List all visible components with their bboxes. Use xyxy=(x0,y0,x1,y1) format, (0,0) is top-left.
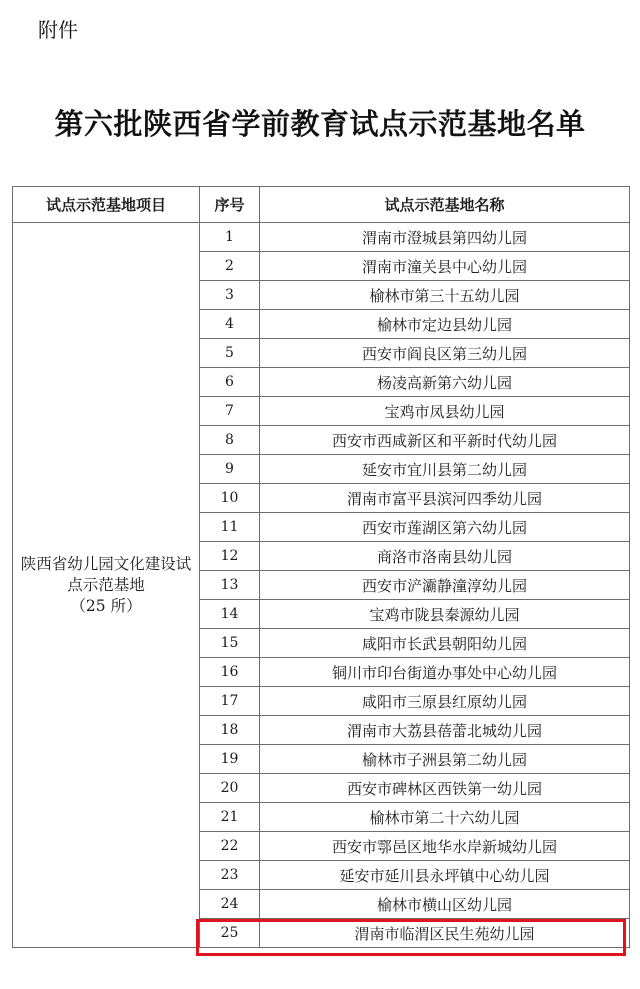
row-number: 8 xyxy=(200,426,260,455)
project-category-line: 陕西省幼儿园文化建设试 xyxy=(20,554,192,573)
header-seq: 序号 xyxy=(200,187,260,223)
row-number: 20 xyxy=(200,774,260,803)
row-number: 5 xyxy=(200,339,260,368)
row-number: 7 xyxy=(200,397,260,426)
row-number: 2 xyxy=(200,252,260,281)
table-body xyxy=(13,223,630,948)
table-row xyxy=(13,223,630,252)
row-number: 6 xyxy=(200,368,260,397)
row-number: 9 xyxy=(200,455,260,484)
kindergarten-name: 西安市西咸新区和平新时代幼儿园 xyxy=(260,426,630,455)
kindergarten-name: 咸阳市三原县红原幼儿园 xyxy=(260,687,630,716)
row-number: 18 xyxy=(200,716,260,745)
row-number: 15 xyxy=(200,629,260,658)
kindergarten-name: 渭南市潼关县中心幼儿园 xyxy=(260,252,630,281)
kindergarten-name: 西安市浐灞静潼淳幼儿园 xyxy=(260,571,630,600)
project-category-cell xyxy=(13,223,200,948)
project-category-line: 点示范基地 xyxy=(67,575,145,594)
kindergarten-name: 咸阳市长武县朝阳幼儿园 xyxy=(260,629,630,658)
kindergarten-name: 榆林市第二十六幼儿园 xyxy=(260,803,630,832)
table-header-row xyxy=(13,187,630,223)
row-number: 3 xyxy=(200,281,260,310)
kindergarten-name: 渭南市澄城县第四幼儿园 xyxy=(260,223,630,252)
kindergarten-name: 榆林市第三十五幼儿园 xyxy=(260,281,630,310)
row-number: 1 xyxy=(200,223,260,252)
base-list-table xyxy=(12,186,630,948)
row-number: 19 xyxy=(200,745,260,774)
row-number: 10 xyxy=(200,484,260,513)
row-number: 25 xyxy=(200,919,260,948)
row-number: 16 xyxy=(200,658,260,687)
attachment-label: 附件 xyxy=(38,18,78,42)
row-number: 14 xyxy=(200,600,260,629)
kindergarten-name: 榆林市子洲县第二幼儿园 xyxy=(260,745,630,774)
kindergarten-name: 杨凌高新第六幼儿园 xyxy=(260,368,630,397)
kindergarten-name: 榆林市横山区幼儿园 xyxy=(260,890,630,919)
row-number: 13 xyxy=(200,571,260,600)
kindergarten-name: 渭南市临渭区民生苑幼儿园 xyxy=(260,919,630,948)
kindergarten-name: 西安市莲湖区第六幼儿园 xyxy=(260,513,630,542)
page-title: 第六批陕西省学前教育试点示范基地名单 xyxy=(54,107,586,141)
row-number: 21 xyxy=(200,803,260,832)
row-number: 22 xyxy=(200,832,260,861)
row-number: 12 xyxy=(200,542,260,571)
row-number: 23 xyxy=(200,861,260,890)
row-number: 24 xyxy=(200,890,260,919)
row-number: 4 xyxy=(200,310,260,339)
row-number: 17 xyxy=(200,687,260,716)
kindergarten-name: 宝鸡市陇县秦源幼儿园 xyxy=(260,600,630,629)
kindergarten-name: 渭南市富平县滨河四季幼儿园 xyxy=(260,484,630,513)
header-name: 试点示范基地名称 xyxy=(260,187,630,223)
project-category-line: （25 所） xyxy=(70,596,142,615)
row-number: 11 xyxy=(200,513,260,542)
kindergarten-name: 西安市碑林区西铁第一幼儿园 xyxy=(260,774,630,803)
kindergarten-name: 商洛市洛南县幼儿园 xyxy=(260,542,630,571)
header-project: 试点示范基地项目 xyxy=(13,187,200,223)
kindergarten-name: 西安市鄠邑区地华水岸新城幼儿园 xyxy=(260,832,630,861)
kindergarten-name: 延安市延川县永坪镇中心幼儿园 xyxy=(260,861,630,890)
kindergarten-name: 西安市阎良区第三幼儿园 xyxy=(260,339,630,368)
kindergarten-name: 渭南市大荔县蓓蕾北城幼儿园 xyxy=(260,716,630,745)
kindergarten-name: 延安市宜川县第二幼儿园 xyxy=(260,455,630,484)
kindergarten-name: 铜川市印台街道办事处中心幼儿园 xyxy=(260,658,630,687)
kindergarten-name: 宝鸡市凤县幼儿园 xyxy=(260,397,630,426)
kindergarten-name: 榆林市定边县幼儿园 xyxy=(260,310,630,339)
